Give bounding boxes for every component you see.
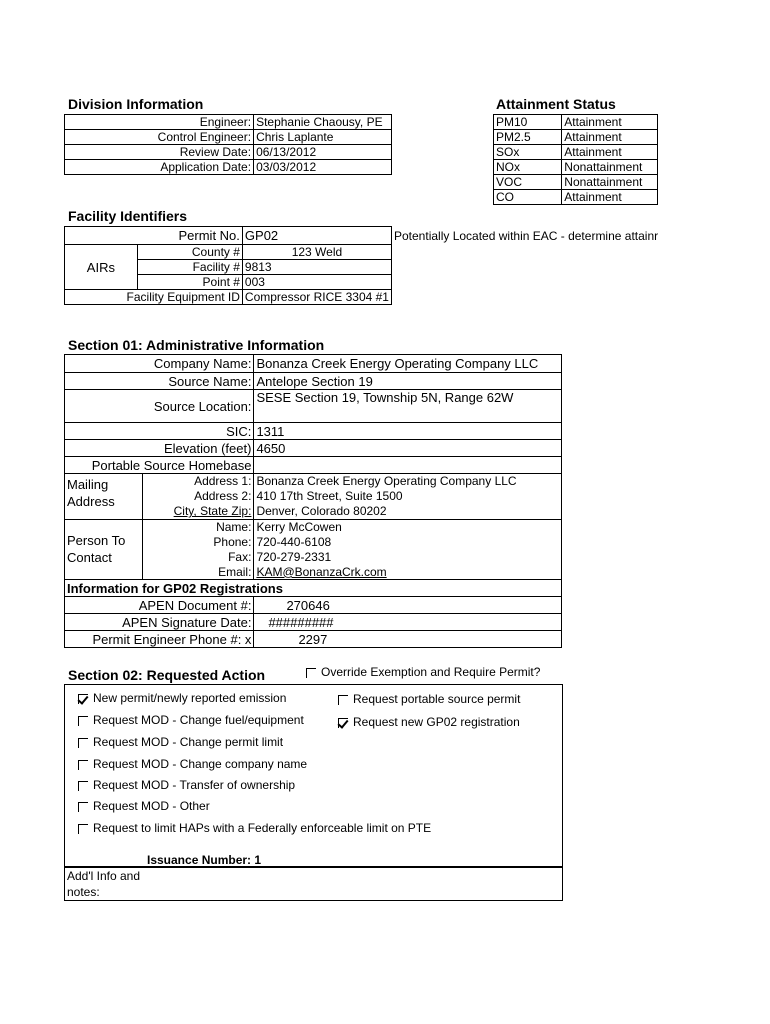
mod-other-label: Request MOD - Other — [93, 799, 210, 813]
company-name-value: Bonanza Creek Energy Operating Company LLC — [254, 355, 562, 373]
city-state-zip-text: City, State Zip: — [173, 504, 252, 519]
limit-haps-label: Request to limit HAPs with a Federally enforceable limit on PTE — [93, 821, 432, 835]
mod-fuel-checkbox[interactable] — [78, 716, 88, 726]
mod-transfer-label: Request MOD - Transfer of ownership — [93, 778, 296, 792]
contact-phone-value: 720-440-6108 — [254, 535, 562, 550]
portable-source-checkbox[interactable] — [338, 695, 348, 705]
point-value: 003 — [242, 275, 391, 290]
county-value: 123 Weld — [242, 245, 391, 260]
engineer-phone-value: 2297 — [254, 631, 562, 648]
mod-limit-label: Request MOD - Change permit limit — [93, 735, 284, 749]
permit-no-label: Permit No. — [65, 227, 243, 245]
mod-other-checkbox[interactable] — [78, 802, 88, 812]
mod-fuel-label: Request MOD - Change fuel/equipment — [93, 713, 304, 727]
source-name-label: Source Name: — [65, 373, 254, 390]
new-permit-label: New permit/newly reported emission — [93, 691, 287, 705]
equipment-id-label: Facility Equipment ID — [65, 290, 243, 305]
application-date-label: Application Date: — [65, 160, 254, 175]
contact-label-line2: Contact — [67, 550, 112, 565]
address2-label: Address 2: — [142, 489, 254, 504]
mod-company-name-checkbox[interactable] — [78, 760, 88, 770]
attainment-table — [493, 114, 658, 205]
contact-email-value[interactable] — [254, 565, 562, 580]
elevation-value: 4650 — [254, 440, 562, 457]
pollutant-cell: PM10 — [494, 115, 562, 130]
facility-number-label: Facility # — [137, 260, 242, 275]
addl-info-line1: Add'l Info and — [67, 869, 141, 883]
requested-action-box — [64, 684, 563, 868]
city-state-zip-label — [142, 504, 254, 520]
issuance-number: Issuance Number: 1 — [147, 853, 262, 867]
status-cell: Nonattainment — [562, 175, 658, 190]
new-gp02-label: Request new GP02 registration — [353, 715, 520, 729]
eac-note: Potentially Located within EAC - determine attainr — [394, 229, 659, 243]
facility-table — [64, 226, 392, 305]
override-checkbox[interactable] — [306, 668, 316, 678]
application-date-value: 03/03/2012 — [254, 160, 392, 175]
email-link[interactable]: KAM@BonanzaCrk.com — [256, 564, 387, 579]
attainment-title: Attainment Status — [496, 96, 616, 112]
apen-signature-value: ######### — [254, 614, 562, 631]
portable-homebase-label: Portable Source Homebase — [65, 457, 254, 474]
mailing-address-label — [65, 474, 143, 520]
status-cell: Attainment — [562, 115, 658, 130]
equipment-id-value: Compressor RICE 3304 #1 — [242, 290, 391, 305]
pollutant-cell: SOx — [494, 145, 562, 160]
status-cell: Attainment — [562, 130, 658, 145]
override-label: Override Exemption and Require Permit? — [321, 665, 541, 679]
pollutant-cell: PM2.5 — [494, 130, 562, 145]
control-engineer-label: Control Engineer: — [65, 130, 254, 145]
contact-label — [65, 520, 143, 580]
mod-transfer-checkbox[interactable] — [78, 781, 88, 791]
address1-value: Bonanza Creek Energy Operating Company LLC — [254, 474, 562, 489]
review-date-value: 06/13/2012 — [254, 145, 392, 160]
sic-label: SIC: — [65, 423, 254, 440]
contact-name-label: Name: — [142, 520, 254, 535]
gp02-header: Information for GP02 Registrations — [65, 580, 562, 597]
address2-value: 410 17th Street, Suite 1500 — [254, 489, 562, 504]
source-location-value: SESE Section 19, Township 5N, Range 62W — [254, 390, 562, 423]
section01-title: Section 01: Administrative Information — [68, 337, 325, 353]
new-permit-checkbox[interactable] — [78, 694, 88, 704]
contact-fax-value: 720-279-2331 — [254, 550, 562, 565]
contact-phone-label: Phone: — [142, 535, 254, 550]
pollutant-cell: VOC — [494, 175, 562, 190]
contact-label-line1: Person To — [67, 533, 126, 548]
mod-limit-checkbox[interactable] — [78, 738, 88, 748]
review-date-label: Review Date: — [65, 145, 254, 160]
contact-email-label: Email: — [142, 565, 254, 580]
apen-signature-label: APEN Signature Date: — [65, 614, 254, 631]
airs-label: AIRs — [65, 245, 138, 290]
addl-info-line2: notes: — [67, 885, 100, 899]
admin-table — [64, 354, 562, 648]
permit-no-value: GP02 — [242, 227, 391, 245]
city-state-zip-value: Denver, Colorado 80202 — [254, 504, 562, 520]
apen-document-value: 270646 — [254, 597, 562, 614]
limit-haps-checkbox[interactable] — [78, 824, 88, 834]
status-cell: Attainment — [562, 145, 658, 160]
mailing-label-line2: Address — [67, 494, 115, 509]
mod-company-name-label: Request MOD - Change company name — [93, 757, 308, 771]
source-location-label: Source Location: — [65, 390, 254, 423]
elevation-label: Elevation (feet) — [65, 440, 254, 457]
facility-number-value: 9813 — [242, 260, 391, 275]
status-cell: Attainment — [562, 190, 658, 205]
division-table — [64, 114, 392, 175]
new-gp02-checkbox[interactable] — [338, 718, 348, 728]
company-name-label: Company Name: — [65, 355, 254, 373]
contact-name-value: Kerry McCowen — [254, 520, 562, 535]
section02-title: Section 02: Requested Action — [68, 667, 266, 683]
division-title: Division Information — [68, 96, 204, 112]
source-name-value: Antelope Section 19 — [254, 373, 562, 390]
pollutant-cell: CO — [494, 190, 562, 205]
point-label: Point # — [137, 275, 242, 290]
sic-value: 1311 — [254, 423, 562, 440]
status-cell: Nonattainment — [562, 160, 658, 175]
engineer-phone-label: Permit Engineer Phone #: x — [65, 631, 254, 648]
facility-title: Facility Identifiers — [68, 208, 188, 224]
engineer-label: Engineer: — [65, 115, 254, 130]
addl-info-label — [67, 868, 140, 900]
control-engineer-value: Chris Laplante — [254, 130, 392, 145]
apen-document-label: APEN Document #: — [65, 597, 254, 614]
portable-source-label: Request portable source permit — [353, 692, 521, 706]
address1-label: Address 1: — [142, 474, 254, 489]
portable-homebase-value — [254, 457, 562, 474]
pollutant-cell: NOx — [494, 160, 562, 175]
engineer-value: Stephanie Chaousy, PE — [254, 115, 392, 130]
county-label: County # — [137, 245, 242, 260]
contact-fax-label: Fax: — [142, 550, 254, 565]
mailing-label-line1: Mailing — [67, 477, 109, 492]
